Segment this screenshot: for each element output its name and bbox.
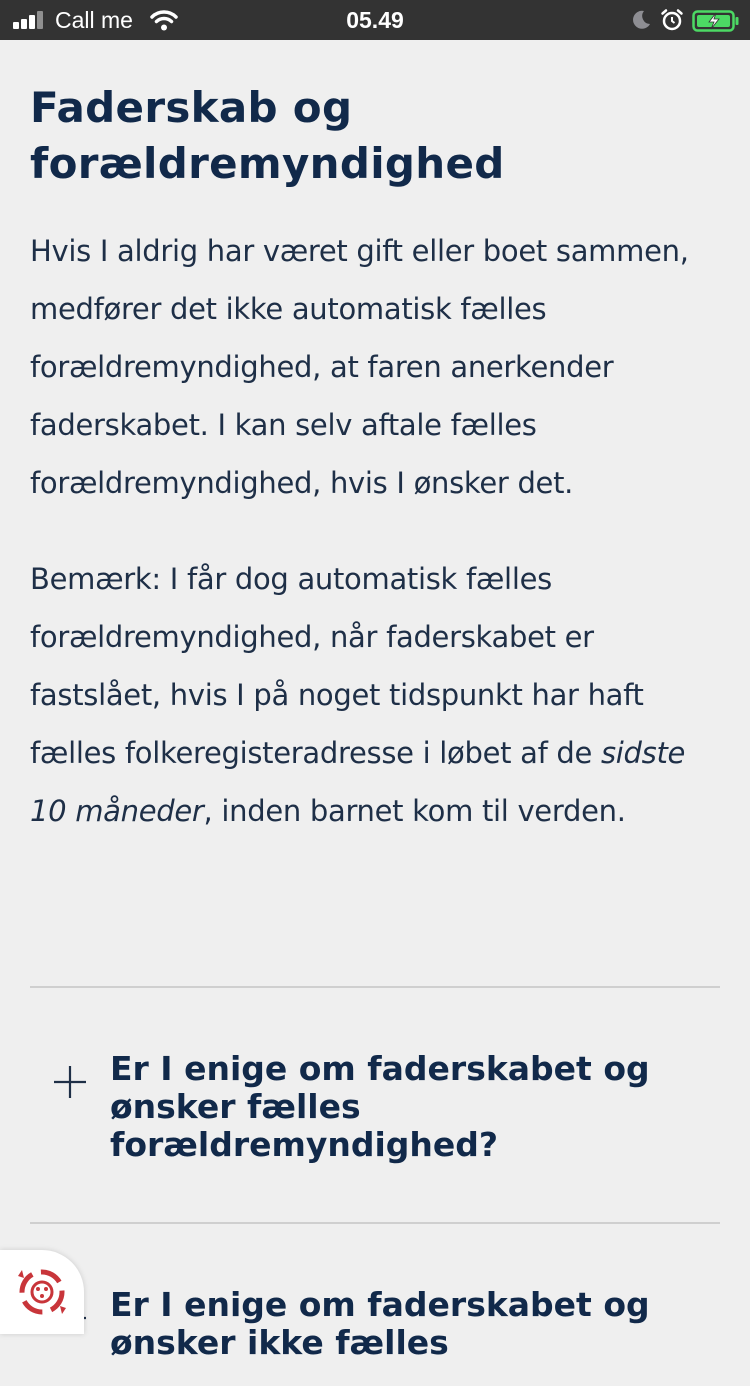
note-emphasis: sidste 10 måneder (30, 736, 686, 828)
note-text-end: , inden barnet kom til verden. (203, 794, 626, 828)
lifebuoy-icon (12, 1262, 72, 1322)
status-bar (0, 0, 750, 40)
article-paragraph: Hvis I aldrig har været gift eller boet sammen, medfører det ikke automatisk fælles forældremyndighed, at faren anerkender faderskabet. I kan selv aftale fælles forældremyndighed, hvis I ønsker det. (30, 234, 689, 500)
carrier-name: Call me (55, 7, 133, 33)
accordion-item-agree-no-joint-custody[interactable] (30, 1286, 720, 1386)
plus-icon (54, 1066, 86, 1098)
accordion-item-label: Er I enige om faderskabet og ønsker fælles forældremyndighed? (110, 1049, 650, 1164)
accordion-item-agree-joint-custody[interactable] (30, 1050, 720, 1170)
page-title: Faderskab og forældremyndighed (30, 83, 505, 188)
alarm-icon (660, 8, 684, 32)
help-button[interactable] (0, 1250, 84, 1334)
battery-icon (692, 10, 740, 32)
article-note-paragraph (30, 550, 720, 840)
article (30, 40, 720, 840)
note-text-start: Bemærk: I får dog automatisk fælles forældremyndighed, når faderskabet er fastslået, hvis I på noget tidspunkt har haft fælles folkeregisteradresse i løbet af de (30, 562, 644, 770)
moon-icon (630, 9, 652, 31)
accordion-item-label: Er I enige om faderskabet og ønsker ikke fælles (110, 1285, 650, 1362)
status-time: 05.49 (346, 7, 404, 33)
divider (30, 1222, 720, 1224)
divider (30, 986, 720, 988)
